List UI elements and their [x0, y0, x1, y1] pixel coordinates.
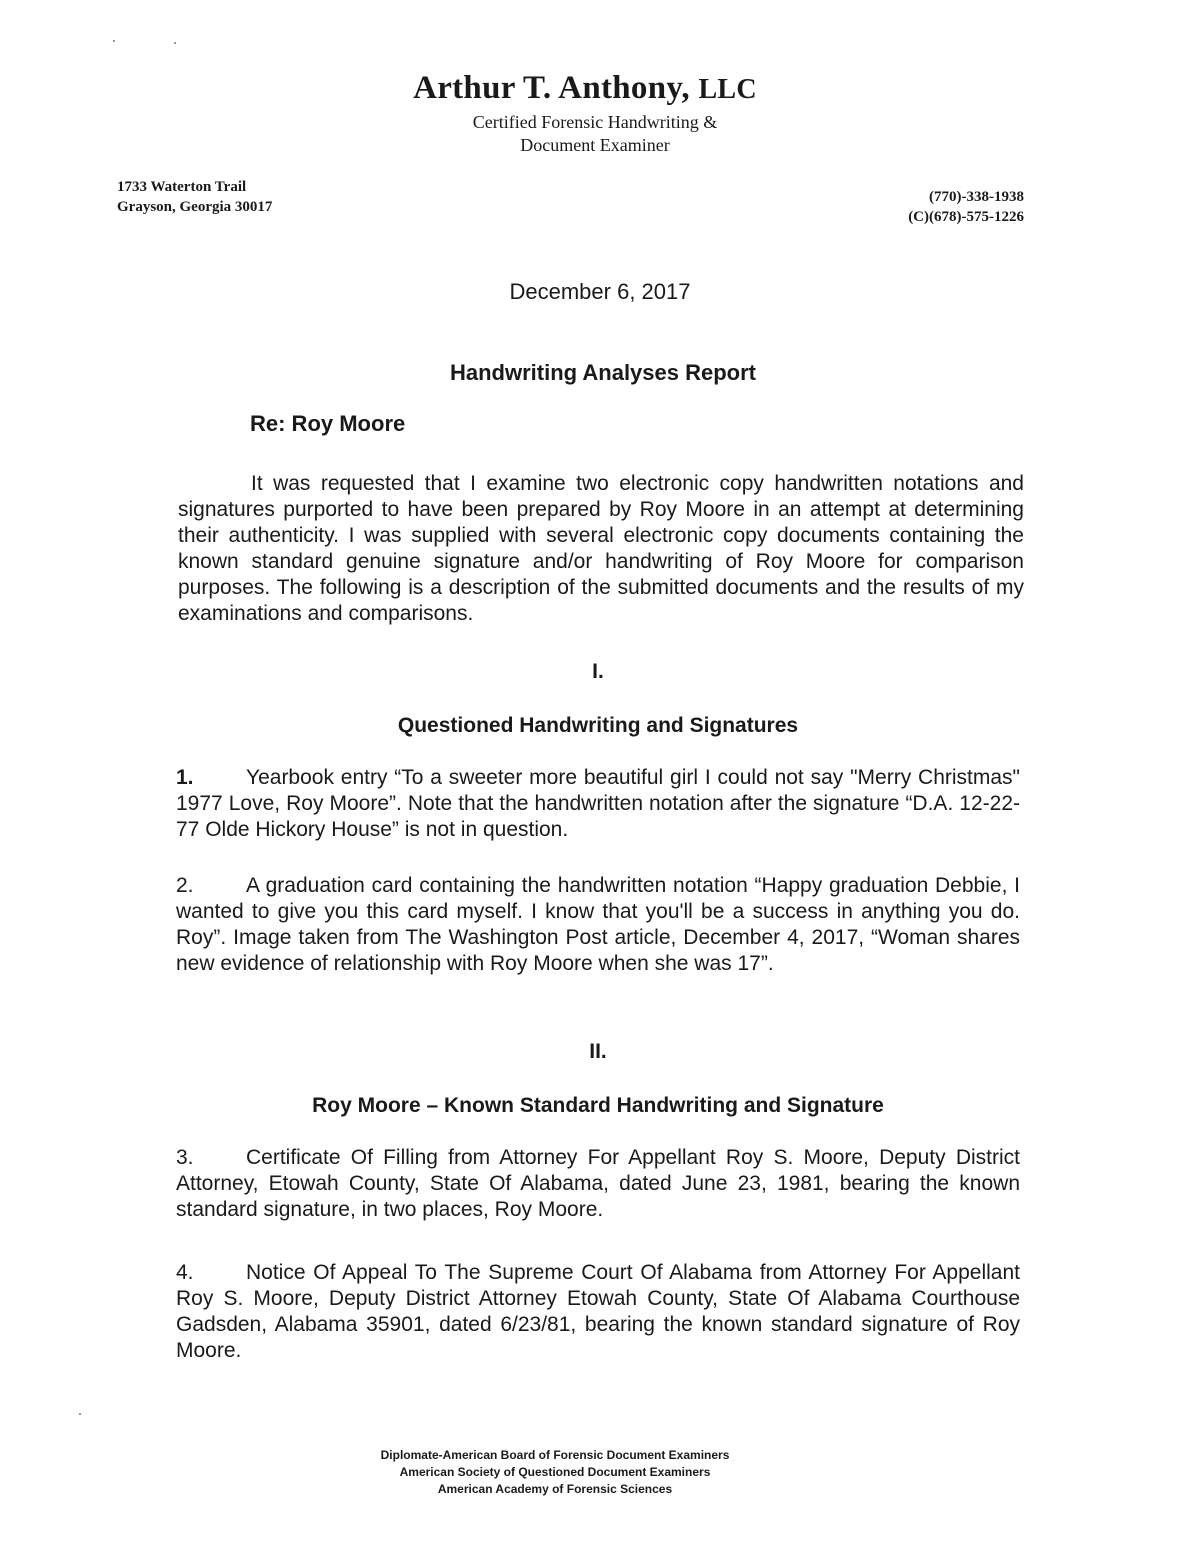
- item-text: A graduation card containing the handwritten notation “Happy graduation Debbie, I wanted to give you this card myself. I know that you'll be a success in anything you do. Roy”. Image taken from The Washington Post article, December 4, 2017, “Woman shares new evidence of relationship with Roy Moore when she was 17”.: [176, 874, 1020, 975]
- report-title: Handwriting Analyses Report: [449, 360, 756, 385]
- firm-name-text: Arthur T. Anthony,: [413, 70, 690, 106]
- footer-line1: Diplomate-American Board of Forensic Document Examiners: [380, 1448, 730, 1462]
- item-number: 1.: [176, 766, 194, 789]
- firm-subtitle-line1: Certified Forensic Handwriting &: [472, 112, 718, 132]
- list-item: [176, 873, 1020, 977]
- address-line2: Grayson, Georgia 30017: [117, 199, 273, 215]
- address-line1: 1733 Waterton Trail: [117, 179, 247, 195]
- item-number: 4.: [176, 1261, 194, 1284]
- footer-line2: American Society of Questioned Document Examiners: [399, 1465, 711, 1479]
- section-numeral-1: I.: [592, 660, 604, 683]
- report-subject: Re: Roy Moore: [250, 411, 406, 436]
- list-item: [176, 765, 1020, 843]
- footer-affiliations: [0, 1447, 1110, 1498]
- firm-suffix: LLC: [698, 74, 757, 105]
- section-heading-questioned: Questioned Handwriting and Signatures: [397, 714, 799, 737]
- item-number: 2.: [176, 874, 194, 897]
- item-text: Notice Of Appeal To The Supreme Court Of Alabama from Attorney For Appellant Roy S. Moore, Deputy District Attorney Etowah County, State Of Alabama Courthouse Gadsden, Alabama 35901, dated 6/23/81, bearing the known standard signature of Roy Moore.: [176, 1261, 1020, 1362]
- list-item: [176, 1260, 1020, 1364]
- scan-speck: [79, 1413, 81, 1415]
- address-block: [117, 177, 272, 217]
- item-number: 3.: [176, 1146, 194, 1169]
- firm-name: [0, 70, 1170, 107]
- intro-paragraph: It was requested that I examine two electronic copy handwritten notations and signatures purported to have been prepared by Roy Moore in an attempt at determining their authenticity. I was supplied with several electronic copy documents containing the known standard genuine signature and/or handwriting of Roy Moore for comparison purposes. The following is a description of the submitted documents and the results of my examinations and comparisons.: [178, 472, 1024, 625]
- phone-block: [908, 187, 1024, 227]
- scan-speck: [113, 40, 115, 42]
- firm-subtitle-line2: Document Examiner: [520, 135, 670, 155]
- section-heading-known-standard: Roy Moore – Known Standard Handwriting and Signature: [312, 1094, 884, 1117]
- list-item: [176, 1145, 1020, 1223]
- phone-line2: (C)(678)-575-1226: [908, 209, 1024, 225]
- item-text: Certificate Of Filling from Attorney For Appellant Roy S. Moore, Deputy District Attorney, Etowah County, State Of Alabama, dated June 23, 1981, bearing the known standard signature, in two places, Roy Moore.: [176, 1146, 1020, 1221]
- report-date: December 6, 2017: [509, 279, 691, 304]
- footer-line3: American Academy of Forensic Sciences: [437, 1482, 673, 1496]
- section-numeral-2: II.: [589, 1040, 607, 1063]
- item-text: Yearbook entry “To a sweeter more beautiful girl I could not say "Merry Christmas" 1977 Love, Roy Moore”. Note that the handwritten notation after the signature “D.A. 12-22-77 Olde Hickory House” is not in question.: [176, 766, 1020, 841]
- scan-speck: [174, 42, 176, 44]
- phone-line1: (770)-338-1938: [929, 189, 1024, 205]
